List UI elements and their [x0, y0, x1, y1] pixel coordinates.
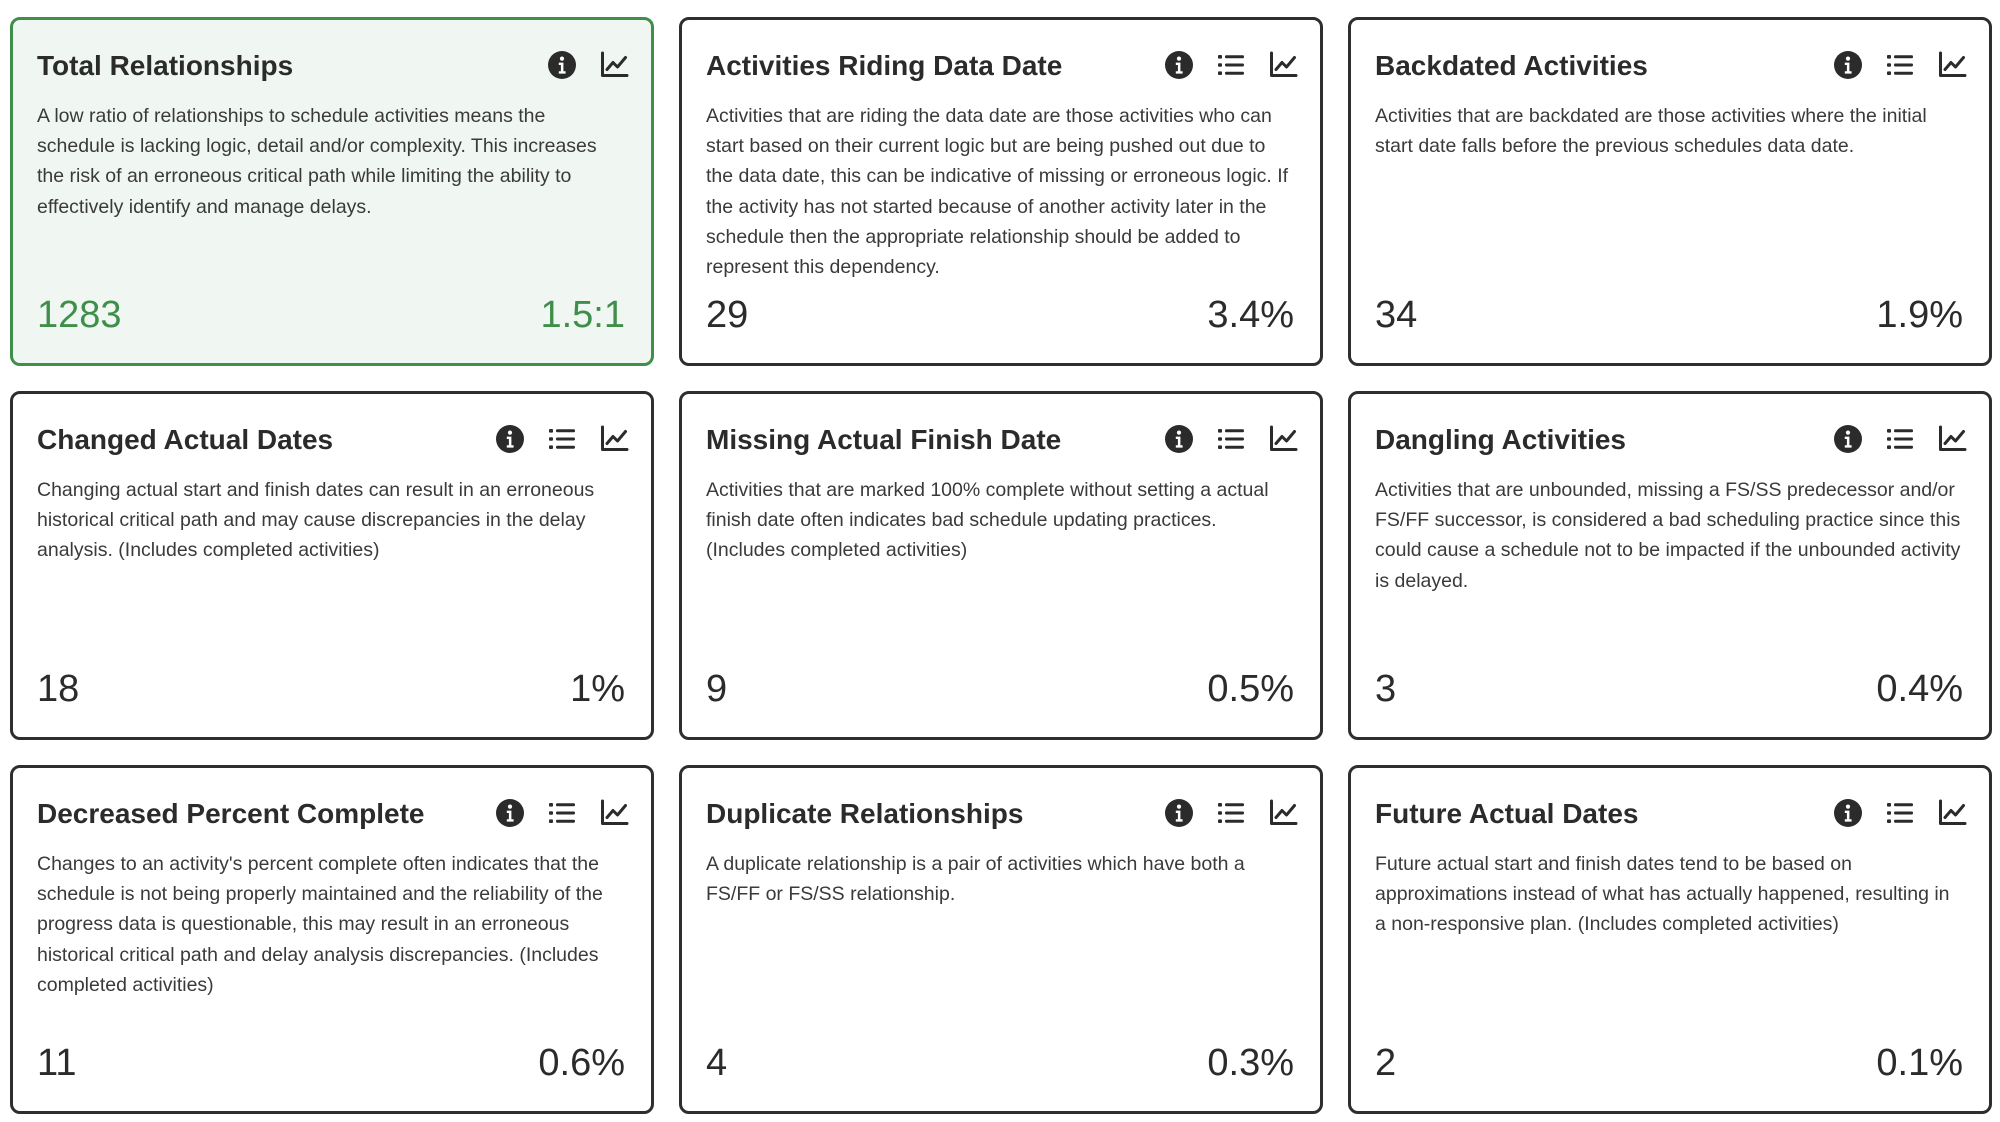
info-icon[interactable]	[547, 50, 577, 80]
list-icon[interactable]	[1885, 424, 1915, 454]
card-percentage: 0.1%	[1876, 1042, 1963, 1084]
line-chart-icon[interactable]	[1937, 424, 1967, 454]
card-percentage: 0.6%	[538, 1042, 625, 1084]
metric-card-decreased-percent-complete[interactable]	[10, 765, 654, 1114]
card-title: Activities Riding Data Date	[706, 50, 1063, 81]
card-description: Changes to an activity's percent complete often indicates that the schedule is not being properly maintained and the reliability of the progress data is questionable, this may result in an erroneous historical critical path and delay analysis discrepancies. (Includes completed activities)	[37, 853, 603, 996]
card-actions	[547, 50, 629, 80]
list-icon[interactable]	[1216, 798, 1246, 828]
card-count: 2	[1375, 1042, 1397, 1084]
card-percentage: 0.4%	[1876, 668, 1963, 710]
card-count: 4	[706, 1042, 728, 1084]
card-title: Missing Actual Finish Date	[706, 424, 1062, 455]
card-count: 1283	[37, 294, 122, 336]
card-title: Changed Actual Dates	[37, 424, 334, 455]
metric-card-activities-riding-data-date[interactable]	[679, 17, 1323, 366]
card-title: Backdated Activities	[1375, 50, 1648, 81]
list-icon[interactable]	[1216, 424, 1246, 454]
list-icon[interactable]	[1216, 50, 1246, 80]
card-title: Duplicate Relationships	[706, 798, 1024, 829]
card-count: 3	[1375, 668, 1397, 710]
list-icon[interactable]	[547, 424, 577, 454]
metric-card-missing-actual-finish-date[interactable]	[679, 391, 1323, 740]
metric-card-future-actual-dates[interactable]	[1348, 765, 1992, 1114]
info-icon[interactable]	[1833, 424, 1863, 454]
metric-card-total-relationships[interactable]	[10, 17, 654, 366]
card-actions	[1164, 798, 1298, 828]
card-description: Future actual start and finish dates tend to be based on approximations instead of what has actually happened, resulting in a non-responsive plan. (Includes completed activities)	[1375, 853, 1950, 936]
card-percentage: 0.5%	[1207, 668, 1294, 710]
line-chart-icon[interactable]	[599, 50, 629, 80]
card-actions	[1833, 50, 1967, 80]
metric-card-dangling-activities[interactable]	[1348, 391, 1992, 740]
card-description: Activities that are riding the data date are those activities who can start based on their current logic but are being pushed out due to the data date, this can be indicative of missing or erroneous logic. If the activity has not started because of another activity later in the schedule then the appropriate relationship should be added to represent this dependency.	[706, 105, 1289, 279]
metric-card-duplicate-relationships[interactable]	[679, 765, 1323, 1114]
card-percentage: 1.5:1	[540, 294, 625, 336]
metric-card-changed-actual-dates[interactable]	[10, 391, 654, 740]
card-description: Activities that are unbounded, missing a FS/SS predecessor and/or FS/FF successor, is considered a bad scheduling practice since this could cause a schedule not to be impacted if the unbounded activity is delayed.	[1375, 479, 1961, 592]
card-description: A low ratio of relationships to schedule activities means the schedule is lacking logic, detail and/or complexity. This increases the risk of an erroneous critical path while limiting the ability to effectively identify and manage delays.	[37, 105, 597, 218]
info-icon[interactable]	[495, 424, 525, 454]
card-actions	[495, 798, 629, 828]
card-percentage: 0.3%	[1207, 1042, 1294, 1084]
card-actions	[495, 424, 629, 454]
line-chart-icon[interactable]	[1268, 424, 1298, 454]
line-chart-icon[interactable]	[1268, 798, 1298, 828]
card-title: Decreased Percent Complete	[37, 798, 425, 829]
card-description: Activities that are backdated are those activities where the initial start date falls before the previous schedules data date.	[1375, 105, 1927, 158]
info-icon[interactable]	[1833, 798, 1863, 828]
card-title: Future Actual Dates	[1375, 798, 1639, 829]
card-title: Total Relationships	[37, 50, 294, 81]
metric-card-backdated-activities[interactable]	[1348, 17, 1992, 366]
card-percentage: 3.4%	[1207, 294, 1294, 336]
list-icon[interactable]	[1885, 798, 1915, 828]
info-icon[interactable]	[1833, 50, 1863, 80]
card-count: 11	[37, 1042, 77, 1084]
card-description: Activities that are marked 100% complete without setting a actual finish date often indicates bad schedule updating practices. (Includes completed activities)	[706, 479, 1269, 562]
list-icon[interactable]	[547, 798, 577, 828]
card-description: Changing actual start and finish dates can result in an erroneous historical critical path and may cause discrepancies in the delay analysis. (Includes completed activities)	[37, 479, 595, 562]
card-actions	[1833, 798, 1967, 828]
card-count: 29	[706, 294, 749, 336]
card-count: 34	[1375, 294, 1418, 336]
card-actions	[1164, 424, 1298, 454]
line-chart-icon[interactable]	[599, 424, 629, 454]
info-icon[interactable]	[495, 798, 525, 828]
line-chart-icon[interactable]	[1937, 798, 1967, 828]
list-icon[interactable]	[1885, 50, 1915, 80]
card-title: Dangling Activities	[1375, 424, 1627, 455]
card-percentage: 1.9%	[1876, 294, 1963, 336]
info-icon[interactable]	[1164, 798, 1194, 828]
card-actions	[1833, 424, 1967, 454]
card-count: 18	[37, 668, 80, 710]
card-count: 9	[706, 668, 728, 710]
line-chart-icon[interactable]	[599, 798, 629, 828]
line-chart-icon[interactable]	[1937, 50, 1967, 80]
info-icon[interactable]	[1164, 424, 1194, 454]
card-percentage: 1%	[570, 668, 625, 710]
card-actions	[1164, 50, 1298, 80]
card-description: A duplicate relationship is a pair of activities which have both a FS/FF or FS/SS relationship.	[706, 853, 1245, 906]
info-icon[interactable]	[1164, 50, 1194, 80]
metrics-grid	[10, 17, 1992, 1114]
line-chart-icon[interactable]	[1268, 50, 1298, 80]
